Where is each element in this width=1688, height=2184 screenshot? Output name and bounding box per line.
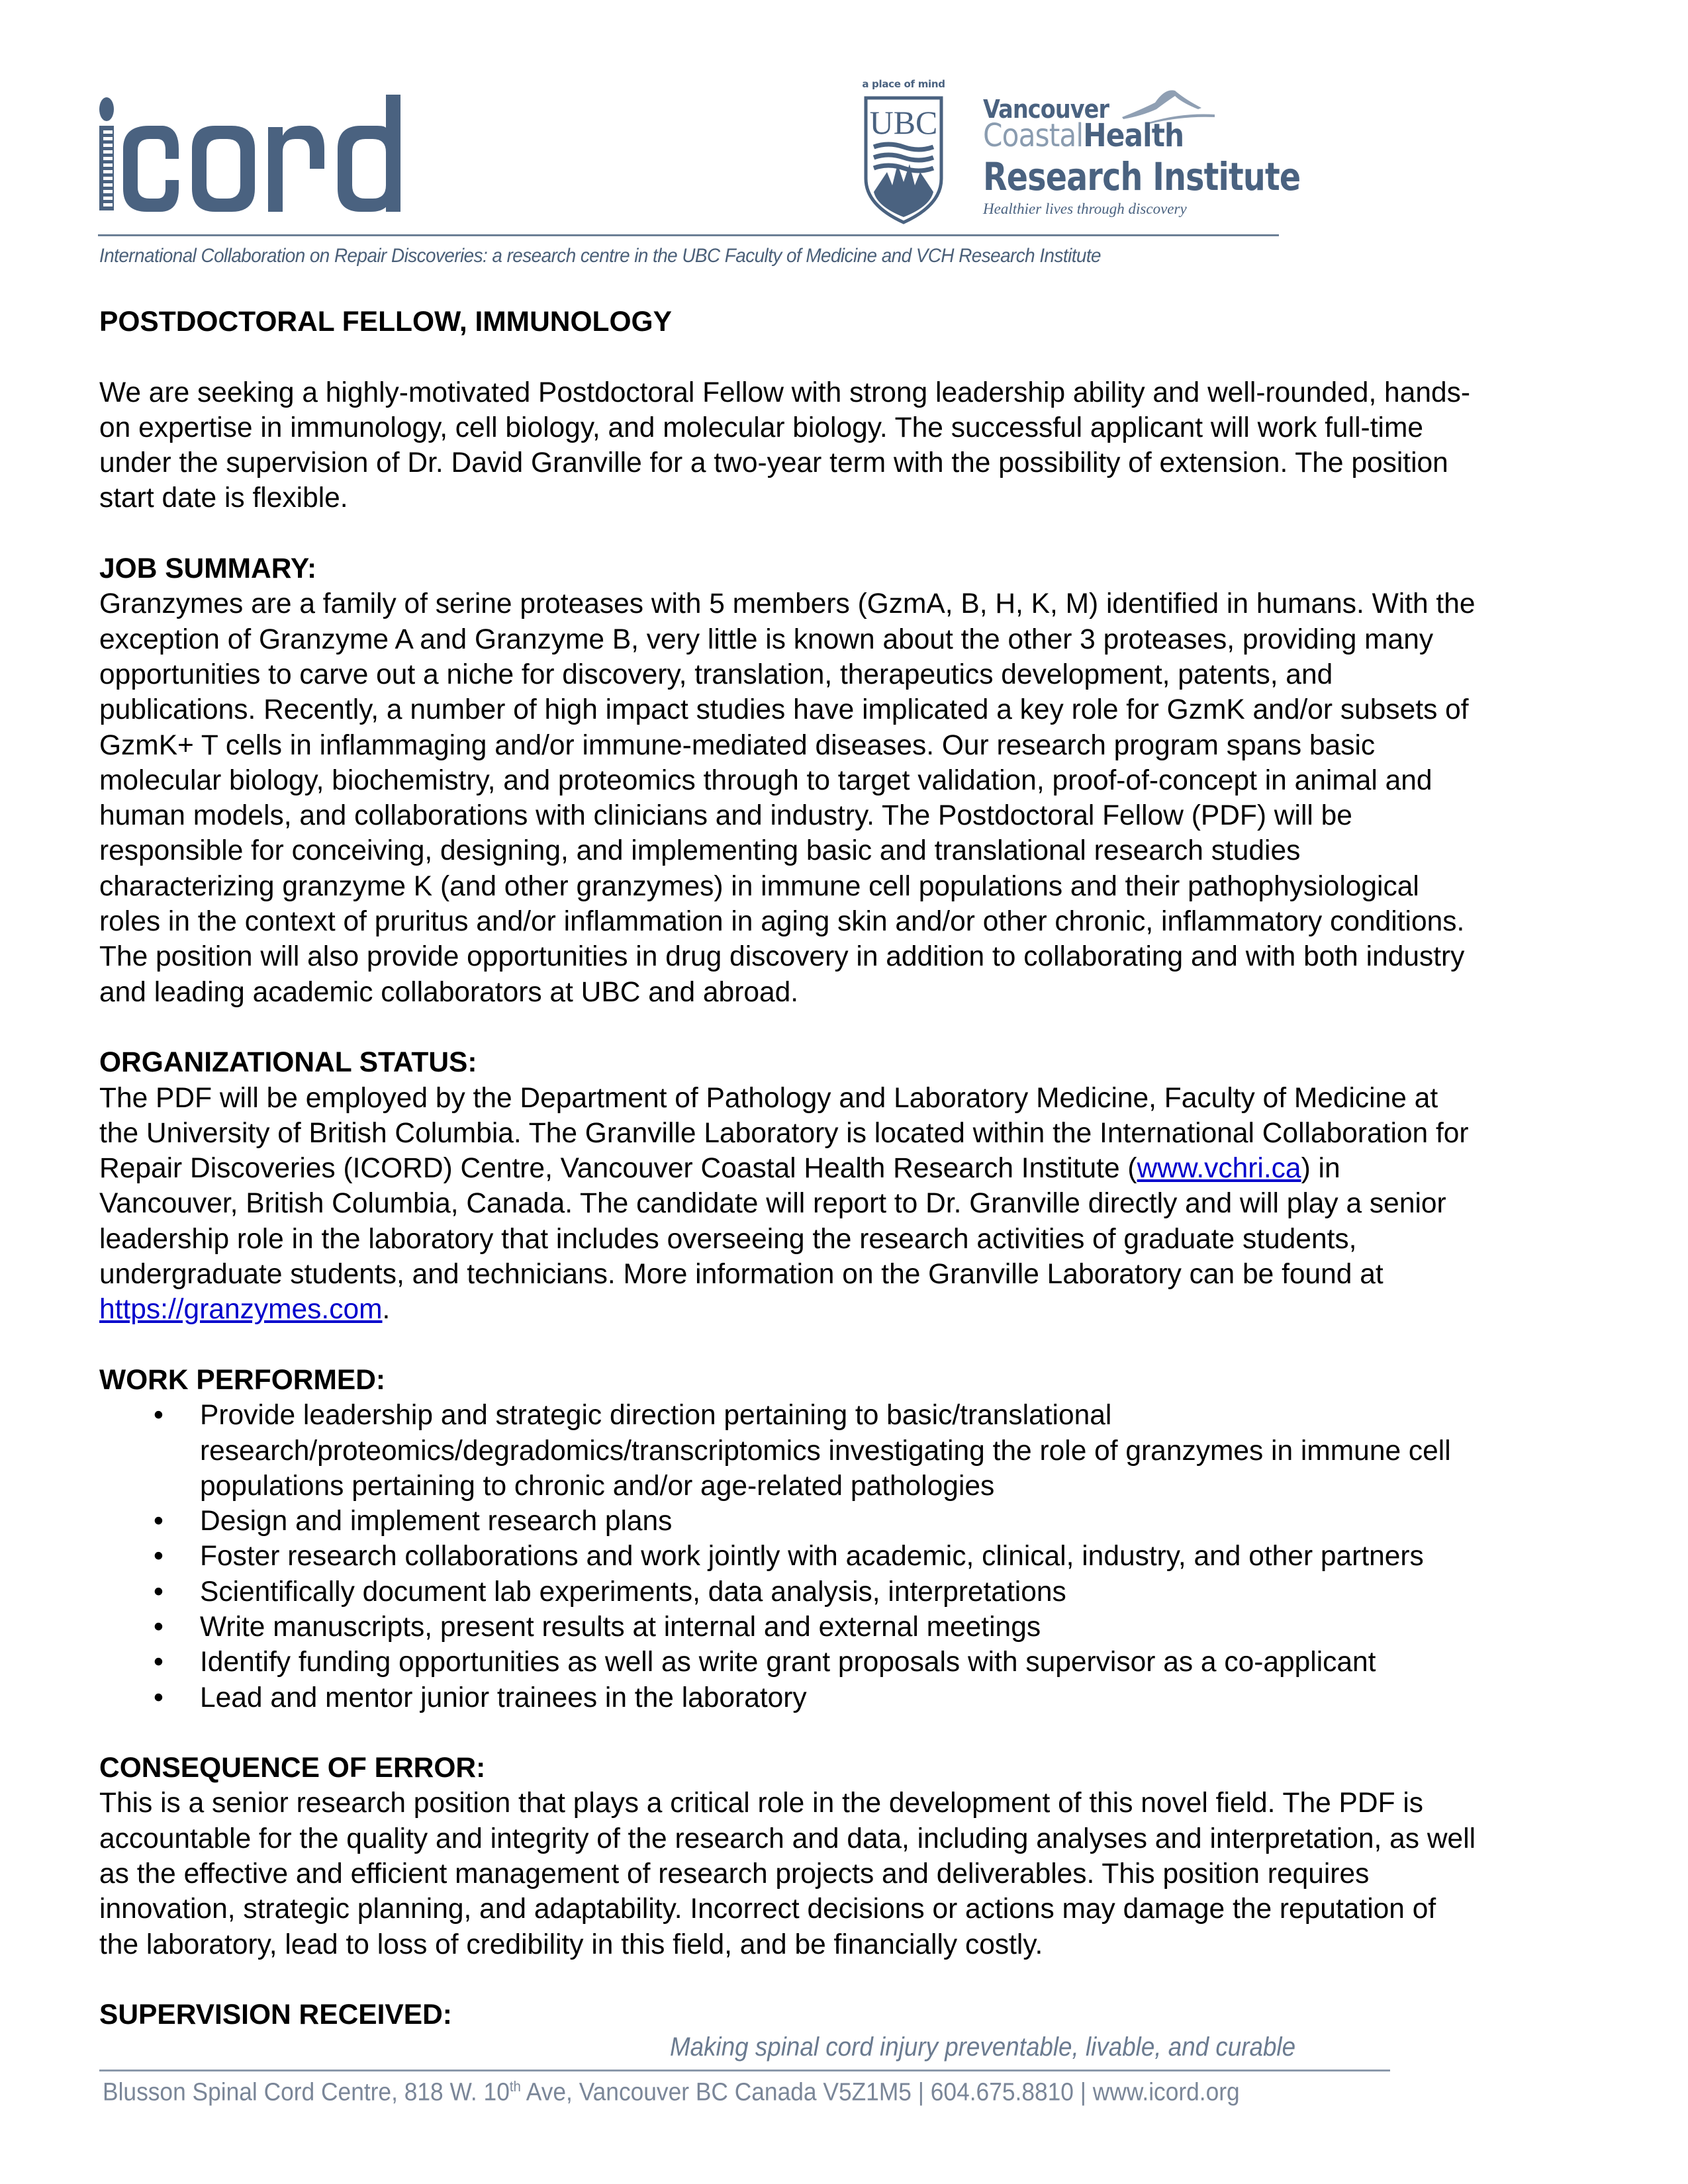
list-item-text: Lead and mentor junior trainees in the laboratory xyxy=(200,1682,807,1713)
paragraph-line: and leading academic collaborators at UBC and abroad. xyxy=(99,976,799,1008)
footer-tagline: Making spinal cord injury preventable, livable, and curable xyxy=(670,2032,1296,2062)
paragraph-line: human models, and collaborations with clinicians and industry. The Postdoctoral Fellow (PDF) will be xyxy=(99,800,1352,832)
footer-divider xyxy=(99,2070,1390,2071)
bullet-icon: • xyxy=(154,1682,164,1713)
paragraph-line: as the effective and efficient management of research projects and deliverables. This position requires xyxy=(99,1858,1370,1890)
ubc-logo xyxy=(854,78,953,227)
footer-address-text: Ave, Vancouver BC Canada V5Z1M5 | xyxy=(520,2078,924,2107)
document-body xyxy=(99,304,1595,2033)
job-summary-heading: JOB SUMMARY: xyxy=(99,553,317,585)
paragraph-line: leadership role in the laboratory that includes overseeing the research activities of graduate students, xyxy=(99,1223,1357,1255)
intro-line: under the supervision of Dr. David Granville for a two-year term with the possibility of extension. The position xyxy=(99,447,1448,479)
paragraph-line: the laboratory, lead to loss of credibility in this field, and be financially costly. xyxy=(99,1929,1043,1960)
footer-address xyxy=(103,2078,1240,2107)
work-performed-heading: WORK PERFORMED: xyxy=(99,1364,386,1396)
vch-tagline: Healthier lives through discovery xyxy=(983,201,1187,217)
document-title: POSTDOCTORAL FELLOW, IMMUNOLOGY xyxy=(99,306,672,338)
consequence-of-error-heading: CONSEQUENCE OF ERROR: xyxy=(99,1752,486,1784)
paragraph-line: molecular biology, biochemistry, and proteomics through to target validation, proof-of-concept in animal and xyxy=(99,764,1432,796)
vch-line3: Research Institute xyxy=(983,154,1301,199)
ubc-tagline: a place of mind xyxy=(862,78,945,90)
list-item xyxy=(99,1539,1595,1574)
list-item-text: Foster research collaborations and work jointly with academic, clinical, industry, and other partners xyxy=(200,1541,1424,1572)
paragraph-line: innovation, strategic planning, and adaptability. Incorrect decisions or actions may damage the reputation of xyxy=(99,1893,1436,1925)
bullet-icon: • xyxy=(154,1576,164,1608)
consequence-of-error-paragraph xyxy=(99,1786,1595,1962)
paragraph-line: responsible for conceiving, designing, and implementing basic and translational research studies xyxy=(99,835,1301,867)
footer-address-sup: th xyxy=(509,2078,521,2095)
list-item-text: Scientifically document lab experiments, data analysis, interpretations xyxy=(200,1576,1066,1608)
vch-line2 xyxy=(983,117,1184,154)
vch-research-institute-logo xyxy=(983,83,1301,222)
vch-line1: Vancouver xyxy=(983,95,1109,124)
ubc-crest-icon xyxy=(854,93,953,225)
intro-line: start date is flexible. xyxy=(99,482,348,514)
paragraph-line: ) in xyxy=(1301,1153,1340,1185)
footer-website: www.icord.org xyxy=(1092,2078,1240,2107)
paragraph-line: Vancouver, British Columbia, Canada. The candidate will report to Dr. Granville directly and will play a senior xyxy=(99,1188,1446,1220)
paragraph-line: characterizing granzyme K (and other granzymes) in immune cell populations and their pathophysiological xyxy=(99,870,1419,902)
paragraph-line: The position will also provide opportunities in drug discovery in addition to collaborating and with both industry xyxy=(99,941,1465,973)
paragraph-line: . xyxy=(382,1294,391,1326)
header-subtitle: International Collaboration on Repair Discoveries: a research centre in the UBC Faculty of Medicine and VCH Research Institute xyxy=(99,245,1102,267)
icord-logo-icon xyxy=(99,89,576,222)
paragraph-line: the University of British Columbia. The Granville Laboratory is located within the International Collaboration for xyxy=(99,1117,1469,1149)
list-item xyxy=(99,1398,1595,1504)
list-item xyxy=(99,1504,1595,1539)
vchri-link[interactable]: www.vchri.ca xyxy=(1137,1153,1301,1185)
list-item xyxy=(99,1574,1595,1610)
intro-line: on expertise in immunology, cell biology, and molecular biology. The successful applicant will work full-time xyxy=(99,412,1423,443)
bullet-icon: • xyxy=(154,1400,164,1432)
job-summary-paragraph xyxy=(99,586,1595,1010)
paragraph-line: publications. Recently, a number of high impact studies have implicated a key role for GzmK and/or subsets of xyxy=(99,694,1469,726)
paragraph-line: roles in the context of pruritus and/or inflammation in aging skin and/or other chronic, inflammatory conditions. xyxy=(99,906,1465,938)
paragraph-line: The PDF will be employed by the Department of Pathology and Laboratory Medicine, Faculty of Medicine at xyxy=(99,1082,1438,1114)
ubc-crest-text: UBC xyxy=(869,104,938,141)
work-performed-list xyxy=(99,1398,1595,1715)
list-item-text: Write manuscripts, present results at internal and external meetings xyxy=(200,1611,1041,1643)
bullet-icon: • xyxy=(154,1647,164,1678)
vch-coastal: Coastal xyxy=(983,117,1084,154)
bullet-icon: • xyxy=(154,1541,164,1572)
intro-paragraph xyxy=(99,375,1595,516)
list-item xyxy=(99,1645,1595,1680)
footer-separator: | xyxy=(1080,2078,1086,2107)
granzymes-link[interactable]: https://granzymes.com xyxy=(99,1294,383,1326)
header-divider xyxy=(98,234,1279,236)
org-status-paragraph xyxy=(99,1081,1595,1328)
vch-health: Health xyxy=(1083,117,1184,154)
footer-phone: 604.675.8810 xyxy=(930,2078,1074,2107)
list-item-text: Identify funding opportunities as well as write grant proposals with supervisor as a co-applicant xyxy=(200,1647,1376,1678)
bullet-icon: • xyxy=(154,1506,164,1537)
paragraph-line: This is a senior research position that plays a critical role in the development of this novel field. The PDF is xyxy=(99,1788,1424,1819)
list-item-text: Design and implement research plans xyxy=(200,1506,673,1537)
icord-logo xyxy=(99,89,576,222)
footer-address-text: Blusson Spinal Cord Centre, 818 W. 10 xyxy=(103,2078,510,2107)
list-item xyxy=(99,1680,1595,1715)
intro-line: We are seeking a highly-motivated Postdoctoral Fellow with strong leadership ability and well-rounded, hands- xyxy=(99,377,1471,408)
paragraph-line: opportunities to carve out a niche for discovery, translation, therapeutics development, patents, and xyxy=(99,659,1333,690)
paragraph-line: exception of Granzyme A and Granzyme B, very little is known about the other 3 proteases, providing many xyxy=(99,623,1434,655)
supervision-received-heading: SUPERVISION RECEIVED: xyxy=(99,1999,452,2031)
list-item-text: research/proteomics/degradomics/transcriptomics investigating the role of granzymes in immune cell xyxy=(200,1435,1451,1467)
bullet-icon: • xyxy=(154,1611,164,1643)
org-status-heading: ORGANIZATIONAL STATUS: xyxy=(99,1047,477,1079)
paragraph-line: undergraduate students, and technicians. More information on the Granville Laboratory can be found at xyxy=(99,1259,1383,1291)
paragraph-line: GzmK+ T cells in inflammaging and/or immune-mediated diseases. Our research program spans basic xyxy=(99,729,1376,761)
list-item-text: Provide leadership and strategic direction pertaining to basic/translational xyxy=(200,1400,1112,1432)
list-item-text: populations pertaining to chronic and/or age-related pathologies xyxy=(200,1470,995,1502)
paragraph-line: Granzymes are a family of serine proteases with 5 members (GzmA, B, H, K, M) identified in humans. With the xyxy=(99,588,1476,620)
paragraph-line: accountable for the quality and integrity of the research and data, including analyses and interpretation, as well xyxy=(99,1823,1476,1854)
paragraph-line: Repair Discoveries (ICORD) Centre, Vancouver Coastal Health Research Institute ( xyxy=(99,1153,1137,1185)
list-item xyxy=(99,1610,1595,1645)
